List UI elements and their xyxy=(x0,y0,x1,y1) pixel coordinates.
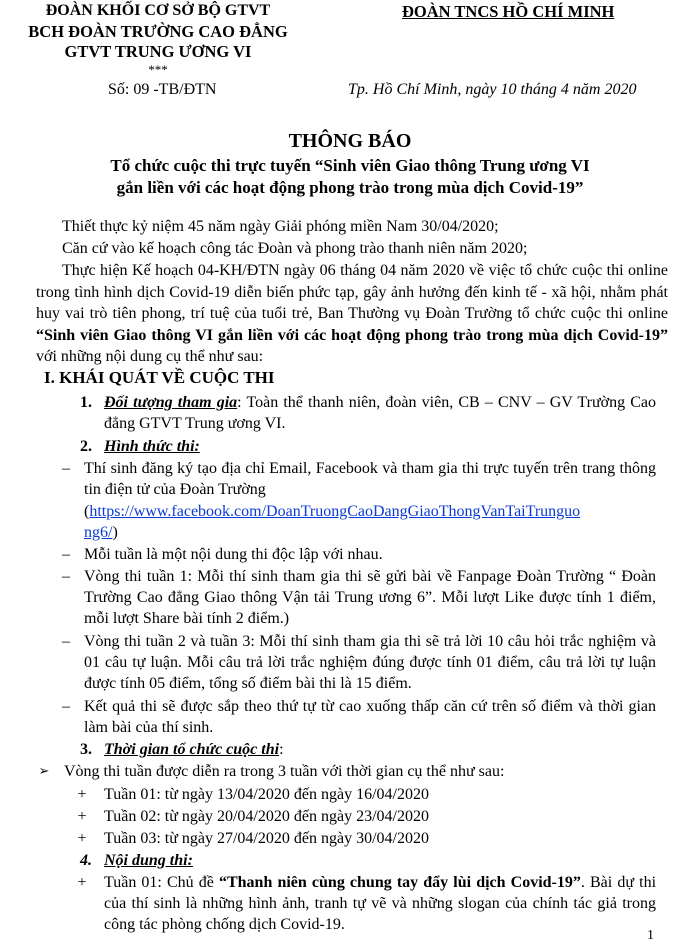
dash-bullet: – xyxy=(62,698,70,715)
item1-number: 1. xyxy=(80,394,92,411)
item4-label: Nội dung thi: xyxy=(104,852,193,869)
intro-paragraph-1: Thiết thực kỷ niệm 45 năm ngày Giải phóng miền Nam 30/04/2020; xyxy=(62,218,499,235)
intro-paragraph-2: Căn cứ vào kế hoạch công tác Đoàn và phong trào thanh niên năm 2020; xyxy=(62,240,528,257)
bullet-week1-rules: Vòng thi tuần 1: Mỗi thí sinh tham gia thi sẽ gửi bài về Fanpage Đoàn Trường “ Đoàn Trường Cao đẳng Giao thông Vận tải Trung ương 6”. Mỗi lượt Like được tính 1 điểm, mỗi lượt Share bài tính 2 điểm.) xyxy=(84,568,656,627)
item3-label-line xyxy=(104,739,284,760)
document-number: Số: 09 -TB/ĐTN xyxy=(108,81,217,98)
dash-bullet: – xyxy=(62,633,70,650)
intro-p3-text: Thực hiện Kế hoạch 04-KH/ĐTN ngày 06 tháng 04 năm 2020 về việc tổ chức cuộc thi online trong tình hình dịch Covid-19 diễn biến phức tạp, gây ảnh hưởng đến kinh tế - xã hội, nhằm phát huy vai trò tiên phong, trí tuệ của tuổi trẻ, Ban Thường vụ Đoàn Trường tổ chức cuộc thi online xyxy=(36,262,668,322)
stars-divider: *** xyxy=(148,62,168,77)
plus-bullet: + xyxy=(77,808,87,825)
bullet-week2-3-rules: Vòng thi tuần 2 và tuần 3: Mỗi thí sinh tham gia thi sẽ trả lời 10 câu hỏi trắc nghiệm và 01 câu tự luận. Mỗi câu trả lời trắc nghiệm đúng được tính 01 điểm, câu trả lời tự luận được tính 05 điểm, tổng số điểm bài thi là 15 điểm. xyxy=(84,633,656,692)
org-name: BCH ĐOÀN TRƯỜNG CAO ĐẲNG xyxy=(28,22,288,41)
week2-schedule: Tuần 02: từ ngày 20/04/2020 đến ngày 23/04/2020 xyxy=(104,808,429,825)
item2-label: Hình thức thi: xyxy=(104,438,200,455)
plus-bullet: + xyxy=(77,874,87,891)
facebook-link-line2 xyxy=(84,522,118,543)
org-parent: ĐOÀN KHỐI CƠ SỞ BỘ GTVT xyxy=(45,2,271,19)
arrow-bullet-icon: ➢ xyxy=(38,764,50,779)
document-subtitle-line1: Tổ chức cuộc thi trực tuyến “Sinh viên Giao thông Trung ương VI xyxy=(110,156,590,175)
bullet-results: Kết quả thi sẽ được sắp theo thứ tự từ cao xuống thấp căn cứ trên số điểm và thời gian làm bài của thí sinh. xyxy=(84,698,656,736)
item4-number: 4. xyxy=(80,852,92,869)
week1-content-text: . Bài dự thi của thí sinh là những hình ảnh, tranh tự vẽ và những slogan của chính tác giả trong công tác phòng chống dịch Covid-19. xyxy=(104,874,657,933)
dash-bullet: – xyxy=(62,568,70,585)
week3-schedule: Tuần 03: từ ngày 27/04/2020 đến ngày 30/04/2020 xyxy=(104,830,429,847)
item1-text: : Toàn thể thanh niên, đoàn viên, CB – CNV – GV Trường Cao đẳng GTVT Trung ương VI. xyxy=(104,394,657,432)
bullet-register: Thí sinh đăng ký tạo địa chỉ Email, Facebook và tham gia thi trực tuyến trên trang thông tin điện tử của Đoàn Trường xyxy=(84,460,656,498)
bullet-independent-weeks: Mỗi tuần là một nội dung thi độc lập với nhau. xyxy=(84,546,383,563)
org-name-line2: GTVT TRUNG ƯƠNG VI xyxy=(64,42,252,61)
facebook-link-line1 xyxy=(84,501,580,522)
item1-paragraph xyxy=(104,392,656,434)
section-heading: I. KHÁI QUÁT VỀ CUỘC THI xyxy=(44,368,275,387)
item3-colon: : xyxy=(279,741,284,758)
plus-bullet: + xyxy=(77,830,87,847)
facebook-link-continued[interactable]: ng6/ xyxy=(84,524,113,541)
schedule-intro: Vòng thi tuần được diễn ra trong 3 tuần với thời gian cụ thể như sau: xyxy=(64,763,505,780)
page-number: 1 xyxy=(647,928,654,943)
plus-bullet: + xyxy=(77,786,87,803)
item2-number: 2. xyxy=(80,438,92,455)
facebook-link[interactable]: https://www.facebook.com/DoanTruongCaoDangGiaoThongVanTaiTrunguo xyxy=(89,503,581,520)
paren-open: ( xyxy=(84,503,90,520)
item3-number: 3. xyxy=(80,741,92,758)
intro-p3-end: với những nội dung cụ thể như sau: xyxy=(36,348,264,365)
week1-theme: “Thanh niên cùng chung tay đẩy lùi dịch Covid-19” xyxy=(218,874,581,891)
dash-bullet: – xyxy=(62,546,70,563)
union-title: ĐOÀN TNCS HỒ CHÍ MINH xyxy=(402,2,615,21)
paren-close: ) xyxy=(112,524,118,541)
document-title: THÔNG BÁO xyxy=(288,130,412,152)
week1-content xyxy=(104,872,656,935)
place-date: Tp. Hồ Chí Minh, ngày 10 tháng 4 năm 2020 xyxy=(348,81,637,98)
item1-label: Đối tượng tham gia xyxy=(104,394,238,411)
week1-schedule: Tuần 01: từ ngày 13/04/2020 đến ngày 16/04/2020 xyxy=(104,786,429,803)
intro-paragraph-3 xyxy=(36,260,668,368)
item3-label: Thời gian tổ chức cuộc thi xyxy=(104,741,280,758)
week1-content-lead: Tuần 01: Chủ đề xyxy=(104,874,219,891)
document-subtitle-line2: gắn liền với các hoạt động phong trào trong mùa dịch Covid-19” xyxy=(116,178,584,197)
dash-bullet: – xyxy=(62,460,70,477)
contest-name: “Sinh viên Giao thông VI gắn liền với các hoạt động phong trào trong mùa dịch Covid-19” xyxy=(36,326,668,344)
